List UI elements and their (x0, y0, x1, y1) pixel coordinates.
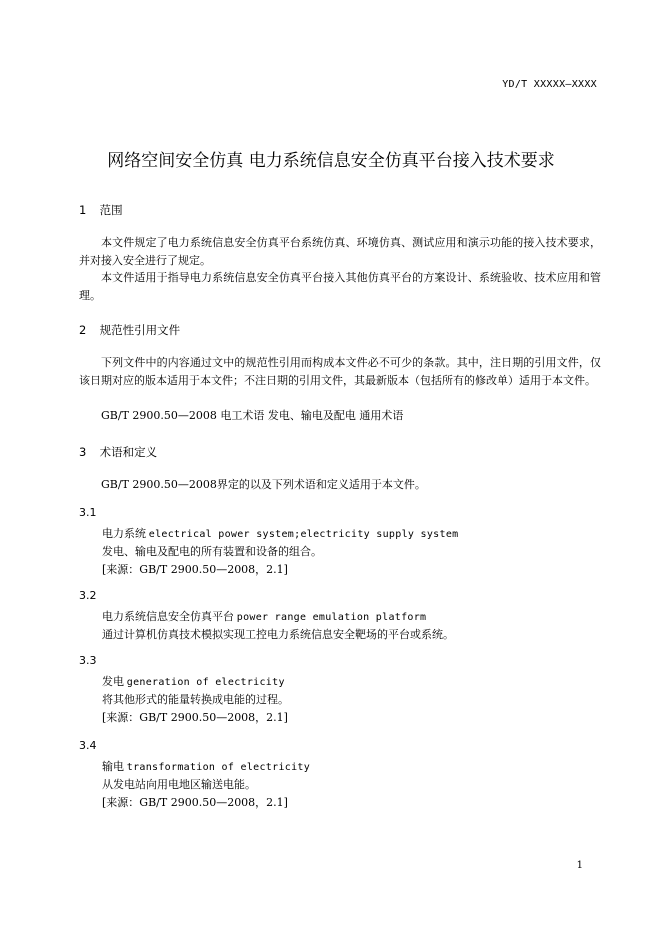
page-title: 网络空间安全仿真 电力系统信息安全仿真平台接入技术要求 (107, 151, 555, 171)
term-source: [来源：GB/T 2900.50—2008，2.1] (102, 563, 288, 576)
term-definition: 从发电站向用电地区输送电能。 (102, 778, 256, 791)
term-heading (102, 525, 458, 541)
term-number: 3.3 (79, 654, 97, 667)
section-heading-2 (79, 322, 180, 338)
normative-reference: GB/T 2900.50—2008 电工术语 发电、输电及配电 通用术语 (101, 409, 404, 422)
section-number: 3 (79, 445, 87, 459)
term-en: power range emulation platform (236, 612, 427, 623)
term-heading (102, 758, 310, 774)
section-title: 范围 (99, 203, 123, 217)
term-definition: 将其他形式的能量转换成电能的过程。 (102, 693, 289, 706)
section-title: 术语和定义 (99, 445, 158, 459)
term-definition: 发电、输电及配电的所有装置和设备的组合。 (102, 545, 322, 558)
term-cn: 发电 (102, 675, 124, 688)
section-heading-3 (79, 444, 157, 460)
section-1-paragraph-1: 本文件规定了电力系统信息安全仿真平台系统仿真、环境仿真、测试应用和演示功能的接入技术要求，并对接入安全进行了规定。 (79, 236, 601, 267)
term-source: [来源：GB/T 2900.50—2008，2.1] (102, 711, 288, 724)
term-source: [来源：GB/T 2900.50—2008，2.1] (102, 796, 288, 809)
term-definition: 通过计算机仿真技术模拟实现工控电力系统信息安全靶场的平台或系统。 (102, 628, 454, 641)
page-number: 1 (576, 860, 583, 871)
term-cn: 电力系统 (102, 527, 146, 540)
section-number: 2 (79, 323, 87, 337)
term-heading (102, 608, 426, 624)
section-3-paragraph-1: GB/T 2900.50—2008界定的以及下列术语和定义适用于本文件。 (101, 478, 426, 491)
section-title: 规范性引用文件 (99, 323, 181, 337)
section-number: 1 (79, 203, 87, 217)
term-en: electrical power system;electricity supply system (148, 529, 459, 540)
section-heading-1 (79, 202, 123, 218)
term-en: transformation of electricity (126, 762, 311, 773)
document-id: YD/T XXXXX—XXXX (502, 79, 597, 90)
term-en: generation of electricity (126, 677, 285, 688)
term-number: 3.2 (79, 589, 97, 602)
term-cn: 输电 (102, 760, 124, 773)
section-1-paragraph-2: 本文件适用于指导电力系统信息安全仿真平台接入其他仿真平台的方案设计、系统验收、技术应用和管理。 (79, 271, 601, 302)
term-number: 3.1 (79, 506, 97, 519)
section-2-paragraph-1: 下列文件中的内容通过文中的规范性引用而构成本文件必不可少的条款。其中，注日期的引用文件，仅该日期对应的版本适用于本文件；不注日期的引用文件，其最新版本（包括所有的修改单）适用于本文件。 (79, 356, 601, 387)
term-cn: 电力系统信息安全仿真平台 (102, 610, 234, 623)
term-number: 3.4 (79, 739, 97, 752)
term-heading (102, 673, 285, 689)
